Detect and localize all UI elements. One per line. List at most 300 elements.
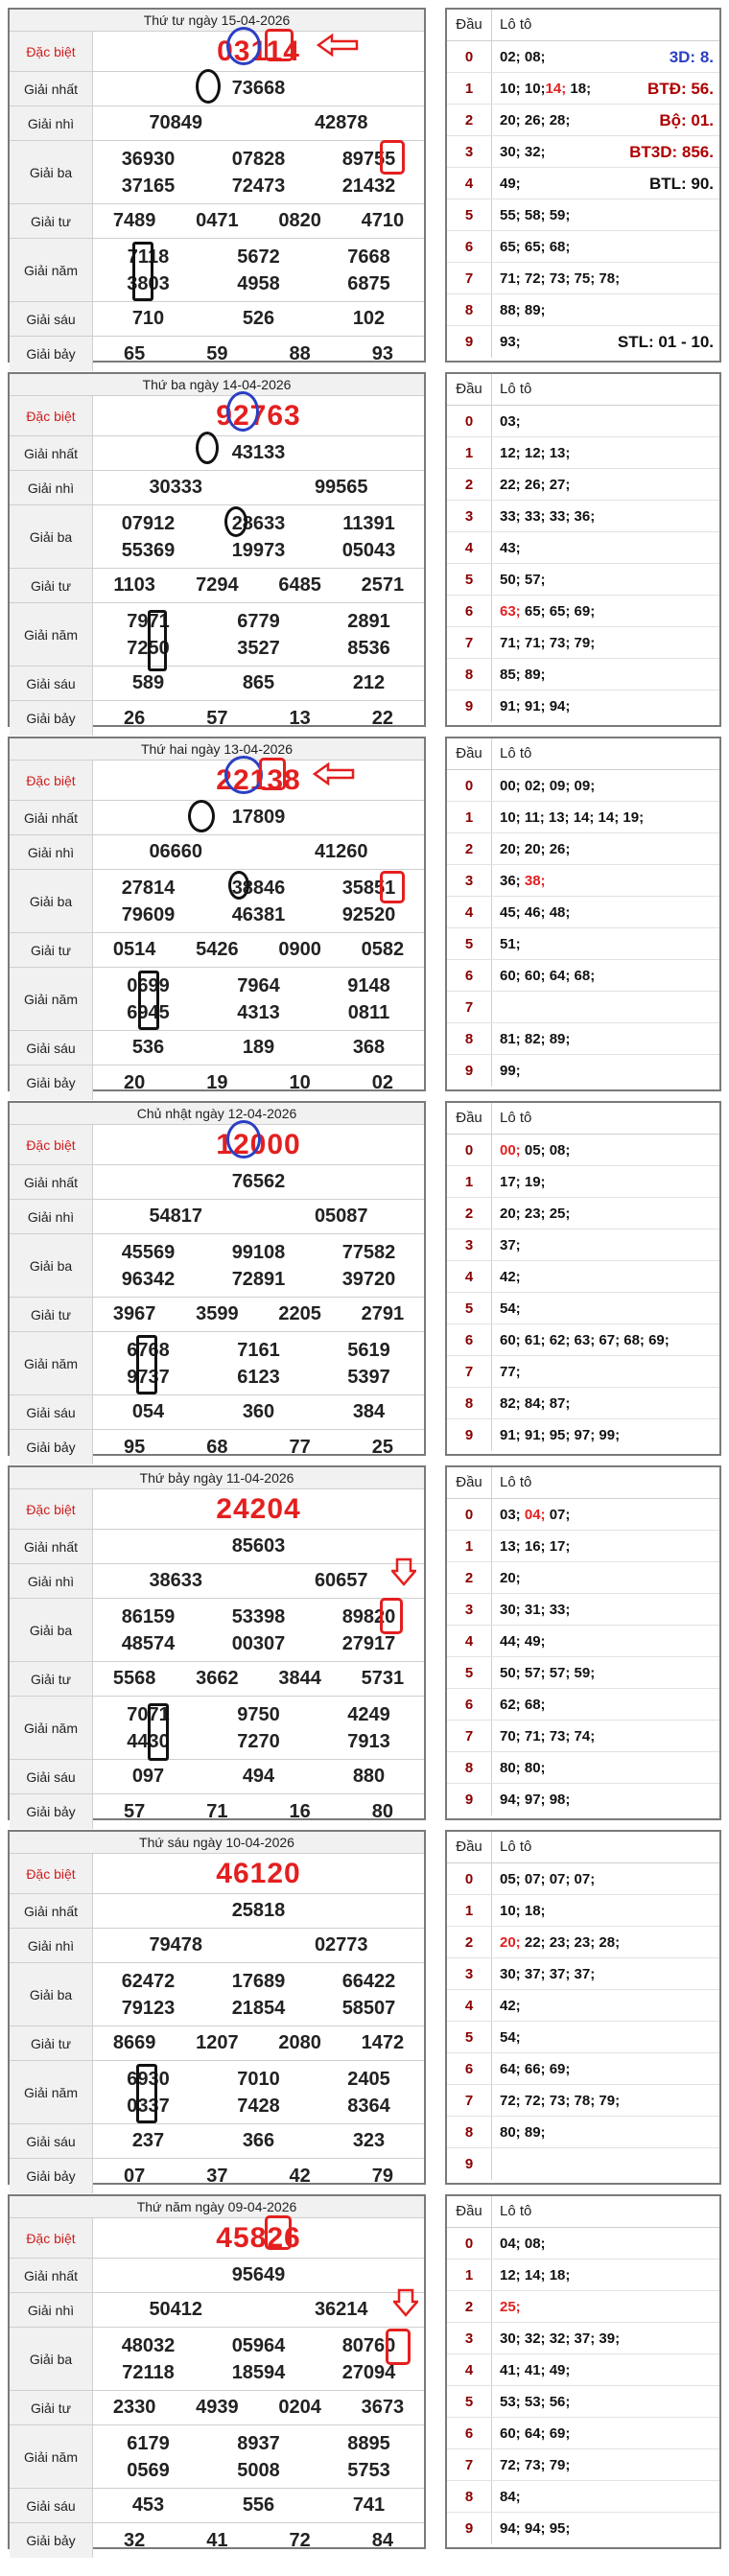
second-prize-values	[93, 2293, 424, 2327]
special-prize-values	[93, 1125, 424, 1164]
loto-values	[492, 1324, 719, 1355]
second-prize-values	[93, 471, 424, 504]
loto-head-label: Đầu	[447, 10, 492, 40]
loto-head-digit: 4	[447, 897, 492, 927]
loto-head-digit: 2	[447, 1562, 492, 1593]
first-prize-number: 73668	[231, 78, 286, 99]
loto-row	[447, 2291, 719, 2323]
loto-row	[447, 1324, 719, 1356]
loto-values	[492, 1198, 719, 1229]
third-prize-number: 89820	[341, 1605, 396, 1628]
loto-values	[492, 437, 719, 468]
seventh-prize-row	[10, 337, 424, 371]
loto-row	[447, 1135, 719, 1166]
loto-head-digit: 1	[447, 802, 492, 832]
loto-values	[492, 960, 719, 991]
loto-row	[447, 2148, 719, 2180]
loto-head-digit: 1	[447, 1895, 492, 1926]
third-prize-number: 89755	[341, 148, 396, 170]
third-prize-number: 36930	[121, 148, 176, 170]
loto-values-label: Lô tô	[500, 1838, 532, 1855]
loto-head-digit: 3	[447, 1958, 492, 1989]
loto-head-digit: 0	[447, 770, 492, 801]
third-prize-number: 18594	[231, 2361, 286, 2383]
third-prize-number: 72118	[122, 2361, 175, 2383]
third-prize-number: 21854	[231, 1997, 286, 2019]
loto-head-digit: 5	[447, 2022, 492, 2052]
third-prize-number: 55369	[121, 539, 176, 561]
seventh-prize-number: 80	[371, 1800, 393, 1822]
third-prize-number: 21432	[341, 175, 396, 197]
second-prize-values	[93, 106, 424, 140]
loto-row	[447, 168, 719, 199]
loto-row	[447, 105, 719, 136]
third-prize-number: 99108	[231, 1241, 286, 1263]
loto-values	[492, 1752, 719, 1783]
loto-head-digit: 6	[447, 1324, 492, 1355]
loto-values-text: 02; 08;	[500, 49, 546, 65]
day-block	[8, 8, 721, 363]
loto-row	[447, 2481, 719, 2513]
third-prize-number: 27814	[121, 877, 176, 899]
loto-values	[492, 1863, 719, 1894]
fourth-prize-row	[10, 1662, 424, 1697]
results-table	[8, 8, 426, 363]
loto-head-digit: 3	[447, 865, 492, 896]
seventh-prize-number: 07	[124, 2165, 146, 2187]
first-prize-label: Giải nhất	[10, 1165, 93, 1199]
results-table	[8, 2194, 426, 2549]
sixth-prize-number: 556	[242, 2494, 275, 2516]
third-prize-row	[10, 1599, 424, 1662]
seventh-prize-label: Giải bảy	[10, 337, 93, 371]
second-prize-number: 30333	[149, 477, 203, 498]
loto-values-text: 85; 89;	[500, 667, 546, 683]
first-prize-number: 17809	[231, 807, 286, 828]
sixth-prize-row	[10, 1395, 424, 1430]
loto-values	[492, 865, 719, 896]
sixth-prize-label: Giải sáu	[10, 1395, 93, 1429]
first-prize-row	[10, 1530, 424, 1564]
loto-values	[492, 1784, 719, 1815]
loto-values	[492, 1293, 719, 1323]
first-prize-values	[93, 436, 424, 470]
third-prize-label: Giải ba	[10, 870, 93, 932]
loto-row	[447, 1261, 719, 1293]
fourth-prize-number: 7489	[112, 210, 156, 231]
fifth-prize-number: 8895	[347, 2432, 390, 2454]
second-prize-row	[10, 2293, 424, 2328]
loto-row	[447, 231, 719, 263]
loto-values-label: Lô tô	[500, 2203, 532, 2219]
fifth-prize-number: 5397	[347, 1366, 390, 1388]
special-prize-label: Đặc biệt	[10, 1125, 93, 1164]
fifth-prize-number: 4430	[127, 1730, 170, 1752]
loto-header	[447, 1832, 719, 1863]
loto-values	[492, 1419, 719, 1451]
sixth-prize-number: 212	[352, 672, 386, 693]
fifth-prize-number: 6779	[237, 610, 280, 632]
seventh-prize-values	[93, 1794, 424, 1829]
second-prize-values	[93, 835, 424, 869]
loto-values-text: 18;	[566, 81, 592, 97]
loto-head-digit: 9	[447, 1055, 492, 1087]
results-table	[8, 1465, 426, 1820]
fifth-prize-number: 7668	[347, 246, 390, 268]
third-prize-number: 72891	[231, 1268, 286, 1290]
loto-values-text: 62; 68;	[500, 1697, 546, 1713]
loto-values	[492, 564, 719, 595]
loto-values-text: 03;	[500, 1507, 521, 1523]
fourth-prize-row	[10, 2391, 424, 2425]
loto-head-digit: 7	[447, 263, 492, 293]
loto-values-text: 91; 91; 95; 97; 99;	[500, 1427, 621, 1443]
third-prize-label: Giải ba	[10, 141, 93, 203]
loto-values-text: 30; 31; 33;	[500, 1602, 571, 1618]
loto-values-text: 00; 02; 09; 09;	[500, 778, 596, 794]
sixth-prize-number: 880	[352, 1766, 386, 1787]
loto-values	[492, 2085, 719, 2116]
loto-values-text: 80; 80;	[500, 1760, 546, 1776]
loto-values	[492, 1626, 719, 1656]
second-prize-number: 70849	[149, 112, 203, 133]
loto-head-digit: 5	[447, 1293, 492, 1323]
special-prize-row	[10, 32, 424, 72]
loto-head-digit: 1	[447, 1166, 492, 1197]
loto-row	[447, 802, 719, 833]
fifth-prize-number: 7071	[127, 1703, 170, 1725]
fifth-prize-number: 7971	[127, 610, 170, 632]
seventh-prize-values	[93, 337, 424, 371]
second-prize-label: Giải nhì	[10, 2293, 93, 2327]
first-prize-values	[93, 1894, 424, 1928]
seventh-prize-number: 22	[371, 707, 393, 729]
third-prize-label: Giải ba	[10, 2328, 93, 2390]
seventh-prize-row	[10, 2523, 424, 2558]
loto-head-digit: 2	[447, 1198, 492, 1229]
loto-values-text: 51;	[500, 936, 521, 952]
third-prize-values	[93, 2328, 424, 2390]
fifth-prize-values	[93, 603, 424, 666]
sixth-prize-label: Giải sáu	[10, 667, 93, 700]
loto-values-text: 30; 37; 37; 37;	[500, 1966, 596, 1982]
loto-values-text: 17; 19;	[500, 1174, 546, 1190]
loto-row	[447, 564, 719, 596]
second-prize-label: Giải nhì	[10, 1929, 93, 1962]
fifth-prize-number: 8536	[347, 637, 390, 659]
first-prize-label: Giải nhất	[10, 1894, 93, 1928]
third-prize-label: Giải ba	[10, 1599, 93, 1661]
loto-header	[447, 1103, 719, 1135]
fifth-prize-number: 7270	[237, 1730, 280, 1752]
loto-head-digit: 3	[447, 501, 492, 531]
fifth-prize-label: Giải năm	[10, 2425, 93, 2488]
loto-values	[492, 596, 719, 626]
loto-head-digit: 5	[447, 2386, 492, 2417]
fifth-prize-number: 8937	[237, 2432, 280, 2454]
special-prize-values	[93, 1489, 424, 1529]
fourth-prize-label: Giải tư	[10, 569, 93, 602]
fifth-prize-number: 4313	[237, 1001, 280, 1023]
loto-row	[447, 1895, 719, 1927]
loto-values	[492, 231, 719, 262]
loto-head-label: Đầu	[447, 2196, 492, 2227]
special-prize-row	[10, 1489, 424, 1530]
special-prize-label: Đặc biệt	[10, 1489, 93, 1529]
seventh-prize-values	[93, 1430, 424, 1464]
loto-values-text: 45; 46; 48;	[500, 904, 571, 921]
seventh-prize-number: 37	[206, 2165, 228, 2187]
third-prize-number: 79123	[121, 1997, 176, 2019]
seventh-prize-row	[10, 1430, 424, 1464]
first-prize-values	[93, 801, 424, 834]
loto-values-label: Lô tô	[500, 745, 532, 761]
loto-values-text: 60; 61; 62; 63; 67; 68; 69;	[500, 1332, 670, 1348]
results-date-title: Chủ nhật ngày 12-04-2026	[10, 1103, 424, 1125]
fourth-prize-number: 6485	[278, 574, 321, 596]
fifth-prize-number: 5672	[237, 246, 280, 268]
sixth-prize-row	[10, 1031, 424, 1066]
loto-values	[492, 2117, 719, 2147]
special-prize-label: Đặc biệt	[10, 32, 93, 71]
fifth-prize-number: 6179	[127, 2432, 170, 2454]
loto-head-digit: 5	[447, 199, 492, 230]
seventh-prize-number: 79	[371, 2165, 393, 2187]
loto-row	[447, 897, 719, 928]
loto-values-text: 03;	[500, 413, 521, 430]
fourth-prize-number: 4710	[361, 210, 405, 231]
arrow-icon	[317, 33, 359, 58]
loto-row	[447, 1023, 719, 1055]
loto-values-label: Lô tô	[500, 1474, 532, 1490]
results-date-title: Thứ năm ngày 09-04-2026	[10, 2196, 424, 2218]
fourth-prize-number: 3662	[196, 1668, 239, 1689]
loto-head-digit: 8	[447, 294, 492, 325]
fourth-prize-number: 5731	[361, 1668, 405, 1689]
loto-row	[447, 928, 719, 960]
fifth-prize-number: 6875	[347, 272, 390, 294]
seventh-prize-number: 65	[124, 342, 146, 364]
loto-values-label: Lô tô	[500, 381, 532, 397]
loto-values-text: 77;	[500, 1364, 521, 1380]
loto-values-text: 10; 11; 13; 14; 14; 19;	[500, 809, 645, 826]
third-prize-number: 96342	[121, 1268, 176, 1290]
sixth-prize-values	[93, 1031, 424, 1065]
fourth-prize-number: 1472	[361, 2032, 405, 2053]
loto-row	[447, 1784, 719, 1815]
loto-row	[447, 1293, 719, 1324]
loto-row	[447, 770, 719, 802]
loto-values-text: 22; 26; 27;	[500, 477, 571, 493]
sixth-prize-values	[93, 1760, 424, 1793]
loto-head-digit: 2	[447, 1927, 492, 1957]
loto-values-text: 72; 73; 79;	[500, 2457, 571, 2473]
fifth-prize-number: 5619	[347, 1339, 390, 1361]
seventh-prize-label: Giải bảy	[10, 1794, 93, 1829]
third-prize-number: 79609	[121, 903, 176, 925]
loto-row	[447, 833, 719, 865]
loto-head-label: Đầu	[447, 374, 492, 405]
day-block	[8, 1830, 721, 2185]
loto-values-text: 07;	[545, 1507, 571, 1523]
fourth-prize-values	[93, 204, 424, 238]
loto-row	[447, 469, 719, 501]
seventh-prize-number: 26	[124, 707, 146, 729]
loto-head-digit: 9	[447, 2148, 492, 2180]
results-date-title: Thứ sáu ngày 10-04-2026	[10, 1832, 424, 1854]
loto-row	[447, 691, 719, 722]
third-prize-number: 11391	[342, 512, 395, 534]
loto-row	[447, 294, 719, 326]
first-prize-label: Giải nhất	[10, 2259, 93, 2292]
loto-row	[447, 1499, 719, 1531]
third-prize-number: 62472	[121, 1970, 176, 1992]
loto-head-digit: 5	[447, 928, 492, 959]
special-prize-label: Đặc biệt	[10, 396, 93, 435]
loto-head-digit: 4	[447, 2354, 492, 2385]
loto-row	[447, 406, 719, 437]
loto-values-text: 43;	[500, 540, 521, 556]
loto-values	[492, 406, 719, 436]
loto-values-text: 10; 10;	[500, 81, 546, 97]
results-date-title: Thứ bảy ngày 11-04-2026	[10, 1467, 424, 1489]
fifth-prize-number: 7010	[237, 2068, 280, 2090]
loto-values	[492, 2228, 719, 2259]
loto-head-digit: 4	[447, 1626, 492, 1656]
loto-values-text: 65; 65; 69;	[520, 603, 596, 620]
loto-values	[492, 691, 719, 722]
fifth-prize-values	[93, 239, 424, 301]
third-prize-values	[93, 141, 424, 203]
seventh-prize-label: Giải bảy	[10, 1066, 93, 1100]
third-prize-row	[10, 1234, 424, 1298]
second-prize-number: 41260	[314, 841, 368, 862]
loto-row	[447, 992, 719, 1023]
third-prize-values	[93, 1234, 424, 1297]
loto-head-digit: 7	[447, 1356, 492, 1387]
loto-header	[447, 374, 719, 406]
fifth-prize-number: 2891	[347, 610, 390, 632]
fifth-prize-label: Giải năm	[10, 968, 93, 1030]
arrow-icon	[313, 761, 355, 786]
loto-head-digit: 0	[447, 2228, 492, 2259]
special-prize-number: 22138	[216, 763, 301, 796]
seventh-prize-number: 72	[289, 2529, 311, 2551]
special-prize-number: 03114	[217, 35, 300, 67]
results-table	[8, 372, 426, 727]
first-prize-row	[10, 436, 424, 471]
fourth-prize-number: 2791	[361, 1303, 405, 1324]
loto-values-label: Lô tô	[500, 16, 532, 33]
loto-head-digit: 4	[447, 1990, 492, 2021]
fifth-prize-row	[10, 2061, 424, 2124]
loto-values-label: Lô tô	[500, 1110, 532, 1126]
loto-head-digit: 1	[447, 2260, 492, 2290]
loto-values	[492, 1927, 719, 1957]
second-prize-values	[93, 1200, 424, 1233]
loto-header	[447, 738, 719, 770]
sixth-prize-number: 368	[352, 1037, 386, 1058]
loto-row	[447, 41, 719, 73]
loto-values	[492, 2354, 719, 2385]
results-table	[8, 737, 426, 1091]
loto-row	[447, 1166, 719, 1198]
special-prize-row	[10, 761, 424, 801]
loto-values-text: 30; 32; 32; 37; 39;	[500, 2330, 621, 2347]
seventh-prize-number: 57	[124, 1800, 146, 1822]
loto-highlight: 04;	[520, 1507, 546, 1523]
fifth-prize-number: 8364	[347, 2095, 390, 2117]
loto-head-digit: 6	[447, 2053, 492, 2084]
third-prize-number: 86159	[121, 1605, 176, 1628]
special-prize-values	[93, 32, 424, 71]
loto-head-digit: 0	[447, 1863, 492, 1894]
sixth-prize-values	[93, 2124, 424, 2158]
loto-head-digit: 9	[447, 1784, 492, 1815]
seventh-prize-number: 32	[124, 2529, 146, 2551]
sixth-prize-values	[93, 1395, 424, 1429]
loto-row	[447, 2418, 719, 2449]
second-prize-number: 60657	[314, 1570, 368, 1591]
first-prize-values	[93, 1165, 424, 1199]
sixth-prize-number: 741	[352, 2494, 386, 2516]
loto-head-digit: 3	[447, 2323, 492, 2354]
analysis-note: Bộ: 01.	[659, 111, 714, 129]
fourth-prize-label: Giải tư	[10, 2026, 93, 2060]
first-prize-label: Giải nhất	[10, 436, 93, 470]
fifth-prize-number: 0699	[127, 974, 170, 996]
loto-values	[492, 1531, 719, 1561]
loto-head-digit: 9	[447, 2513, 492, 2544]
seventh-prize-number: 59	[206, 342, 228, 364]
loto-highlight: 38;	[520, 873, 546, 889]
first-prize-values	[93, 72, 424, 105]
fourth-prize-label: Giải tư	[10, 2391, 93, 2424]
loto-head-digit: 3	[447, 1594, 492, 1625]
second-prize-number: 38633	[149, 1570, 203, 1591]
seventh-prize-number: 68	[206, 1436, 228, 1458]
loto-values	[492, 2481, 719, 2512]
seventh-prize-number: 93	[371, 342, 393, 364]
third-prize-number: 39720	[341, 1268, 396, 1290]
sixth-prize-values	[93, 667, 424, 700]
loto-head-label: Đầu	[447, 1832, 492, 1862]
special-prize-label: Đặc biệt	[10, 2218, 93, 2258]
special-prize-row	[10, 1125, 424, 1165]
second-prize-values	[93, 1929, 424, 1962]
loto-row	[447, 2228, 719, 2260]
fourth-prize-label: Giải tư	[10, 1298, 93, 1331]
loto-row	[447, 1531, 719, 1562]
sixth-prize-row	[10, 302, 424, 337]
day-block	[8, 737, 721, 1091]
fifth-prize-number: 7964	[237, 974, 280, 996]
loto-row	[447, 2053, 719, 2085]
fourth-prize-number: 2205	[278, 1303, 321, 1324]
loto-values-text: 36;	[500, 873, 521, 889]
fourth-prize-number: 4939	[196, 2397, 239, 2418]
loto-values-text: 93;	[500, 334, 521, 350]
fifth-prize-number: 4249	[347, 1703, 390, 1725]
third-prize-values	[93, 1599, 424, 1661]
loto-table	[445, 8, 721, 363]
seventh-prize-number: 95	[124, 1436, 146, 1458]
sixth-prize-number: 865	[242, 672, 275, 693]
fifth-prize-values	[93, 968, 424, 1030]
first-prize-number: 76562	[231, 1171, 286, 1192]
third-prize-label: Giải ba	[10, 1963, 93, 2026]
third-prize-number: 07828	[231, 148, 286, 170]
